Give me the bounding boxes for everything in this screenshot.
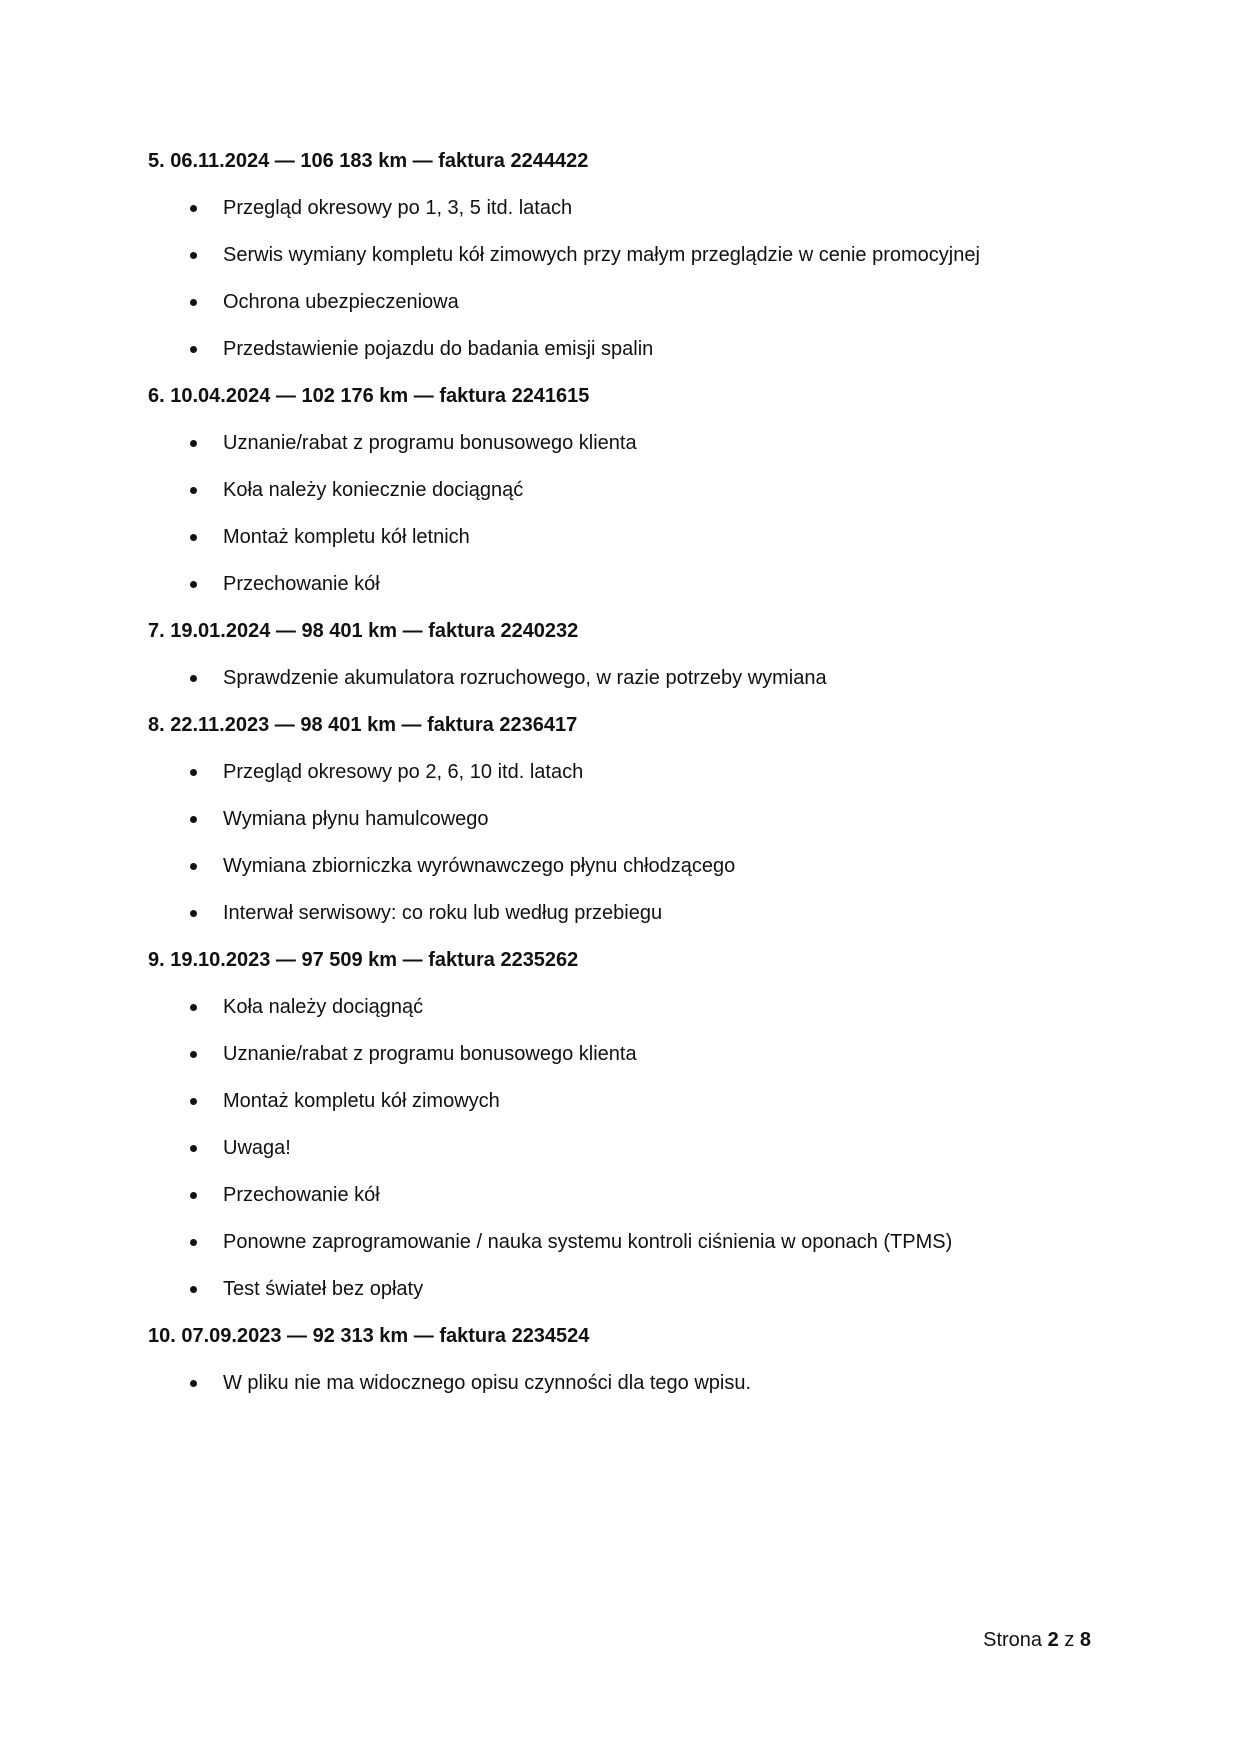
list-item: [148, 1129, 1108, 1176]
list-item-text: Montaż kompletu kół zimowych: [223, 1090, 500, 1112]
bullet-icon: [190, 534, 197, 541]
list-item-text: Uwaga!: [223, 1137, 291, 1159]
entry-items: [148, 988, 1108, 1317]
bullet-icon: [190, 1145, 197, 1152]
list-item-text: Interwał serwisowy: co roku lub według przebiegu: [223, 902, 663, 924]
bullet-icon: [190, 1239, 197, 1246]
list-item-text: Ponowne zaprogramowanie / nauka systemu kontroli ciśnienia w oponach (TPMS): [223, 1231, 953, 1253]
list-item-text: Koła należy dociągnąć: [223, 996, 424, 1018]
bullet-icon: [190, 205, 197, 212]
list-item-text: Koła należy koniecznie dociągnąć: [223, 479, 524, 501]
list-item: [148, 236, 1108, 283]
entry-items: [148, 1364, 1108, 1411]
list-item: [148, 988, 1108, 1035]
list-item: [148, 1364, 1108, 1411]
bullet-icon: [190, 581, 197, 588]
bullet-icon: [190, 863, 197, 870]
list-item-text: Serwis wymiany kompletu kół zimowych przy małym przeglądzie w cenie promocyjnej: [223, 244, 980, 266]
bullet-icon: [190, 816, 197, 823]
bullet-icon: [190, 675, 197, 682]
current-page-number: 2: [1047, 1629, 1059, 1651]
list-item-text: Przedstawienie pojazdu do badania emisji spalin: [223, 338, 654, 360]
entry-heading: 7. 19.01.2024 — 98 401 km — faktura 2240232: [148, 620, 579, 642]
list-item: [148, 1035, 1108, 1082]
list-item: [148, 659, 1108, 706]
entry-heading: 8. 22.11.2023 — 98 401 km — faktura 2236417: [148, 714, 578, 736]
list-item-text: Montaż kompletu kół letnich: [223, 526, 470, 548]
list-item: [148, 189, 1108, 236]
list-item-text: Przegląd okresowy po 2, 6, 10 itd. latach: [223, 761, 584, 783]
entry-heading: 10. 07.09.2023 — 92 313 km — faktura 2234524: [148, 1325, 590, 1347]
page-number-footer: [983, 1628, 1091, 1652]
entry-items: [148, 753, 1108, 941]
list-item: [148, 1176, 1108, 1223]
list-item: [148, 471, 1108, 518]
list-item: [148, 1082, 1108, 1129]
list-item: [148, 518, 1108, 565]
bullet-icon: [190, 487, 197, 494]
entry-items: [148, 189, 1108, 377]
entry-items: [148, 659, 1108, 706]
list-item-text: Wymiana zbiorniczka wyrównawczego płynu chłodzącego: [223, 855, 736, 877]
list-item-text: Uznanie/rabat z programu bonusowego klienta: [223, 1043, 637, 1065]
bullet-icon: [190, 252, 197, 259]
bullet-icon: [190, 910, 197, 917]
list-item: [148, 1270, 1108, 1317]
page-label: Strona: [983, 1629, 1043, 1651]
entry-items: [148, 424, 1108, 612]
list-item: [148, 800, 1108, 847]
list-item-text: Przechowanie kół: [223, 1184, 380, 1206]
bullet-icon: [190, 1051, 197, 1058]
bullet-icon: [190, 299, 197, 306]
entry-heading: 5. 06.11.2024 — 106 183 km — faktura 2244422: [148, 150, 589, 172]
list-item: [148, 283, 1108, 330]
entry-heading: 6. 10.04.2024 — 102 176 km — faktura 2241615: [148, 385, 590, 407]
bullet-icon: [190, 769, 197, 776]
list-item-text: Ochrona ubezpieczeniowa: [223, 291, 459, 313]
bullet-icon: [190, 1004, 197, 1011]
bullet-icon: [190, 1098, 197, 1105]
list-item: [148, 753, 1108, 800]
list-item: [148, 1223, 1108, 1270]
list-item-text: Sprawdzenie akumulatora rozruchowego, w razie potrzeby wymiana: [223, 667, 827, 689]
entry-heading: 9. 19.10.2023 — 97 509 km — faktura 2235262: [148, 949, 579, 971]
list-item: [148, 894, 1108, 941]
bullet-icon: [190, 1286, 197, 1293]
list-item: [148, 565, 1108, 612]
page-separator: z: [1064, 1629, 1075, 1651]
service-history-list: [148, 142, 1108, 1411]
bullet-icon: [190, 346, 197, 353]
total-pages-number: 8: [1079, 1629, 1091, 1651]
bullet-icon: [190, 440, 197, 447]
bullet-icon: [190, 1380, 197, 1387]
list-item: [148, 330, 1108, 377]
list-item-text: Test świateł bez opłaty: [223, 1278, 424, 1300]
list-item-text: Uznanie/rabat z programu bonusowego klienta: [223, 432, 637, 454]
list-item: [148, 847, 1108, 894]
list-item-text: Przegląd okresowy po 1, 3, 5 itd. latach: [223, 197, 573, 219]
list-item-text: W pliku nie ma widocznego opisu czynności dla tego wpisu.: [223, 1372, 752, 1394]
list-item-text: Przechowanie kół: [223, 573, 380, 595]
bullet-icon: [190, 1192, 197, 1199]
list-item: [148, 424, 1108, 471]
list-item-text: Wymiana płynu hamulcowego: [223, 808, 489, 830]
